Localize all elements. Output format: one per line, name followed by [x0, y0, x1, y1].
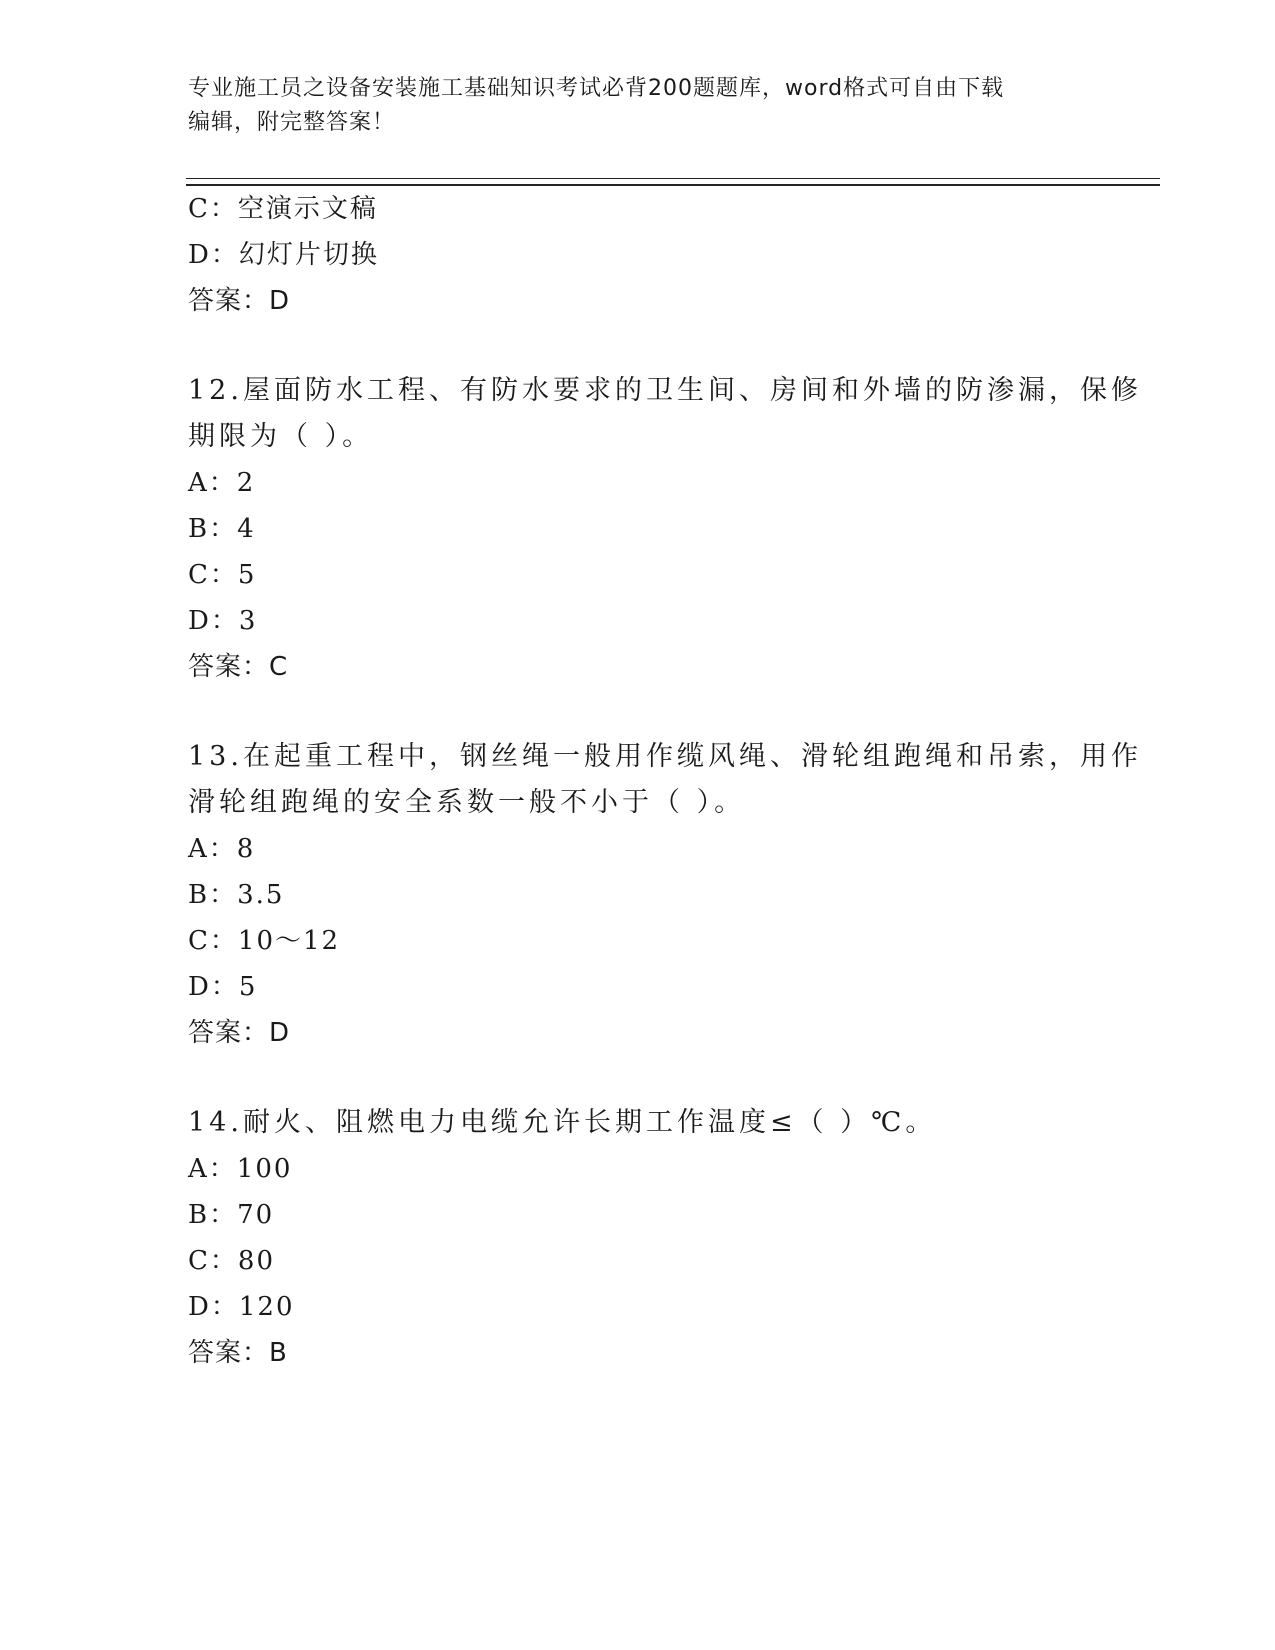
option-c: C：80 [188, 1246, 275, 1276]
question-13-text-line2: 滑轮组跑绳的安全系数一般不小于（ ）。 [188, 787, 746, 818]
document-header [188, 72, 1088, 140]
answer-line: 答案：C [188, 652, 289, 682]
option-c: C：5 [188, 560, 257, 590]
option-b: B：3.5 [188, 880, 285, 910]
option-b: B：4 [188, 514, 256, 544]
header-divider [186, 178, 1160, 186]
option-d: D：120 [188, 1292, 295, 1322]
header-title-line2: 编辑，附完整答案！ [188, 110, 396, 135]
question-12-text-line2: 期限为（ ）。 [188, 421, 374, 452]
answer-line: 答案：D [188, 1018, 291, 1048]
option-d: D：幻灯片切换 [188, 240, 379, 270]
option-d: D：5 [188, 972, 258, 1002]
option-a: A：100 [188, 1154, 293, 1184]
answer-line: 答案：D [188, 286, 291, 316]
answer-line: 答案：B [188, 1338, 288, 1368]
question-14-text-line1: 14.耐火、阻燃电力电缆允许长期工作温度≤（ ）℃。 [188, 1107, 937, 1138]
option-c: C：空演示文稿 [188, 194, 378, 224]
option-a: A：8 [188, 834, 256, 864]
option-a: A：2 [188, 468, 256, 498]
question-13-text-line1: 13.在起重工程中，钢丝绳一般用作缆风绳、滑轮组跑绳和吊索，用作 [188, 741, 1142, 772]
option-c: C：10～12 [188, 926, 341, 956]
header-title-line1: 专业施工员之设备安装施工基础知识考试必背200题题库，word格式可自由下载 [188, 76, 1005, 101]
question-12-text-line1: 12.屋面防水工程、有防水要求的卫生间、房间和外墙的防渗漏，保修 [188, 375, 1142, 406]
option-b: B：70 [188, 1200, 275, 1230]
option-d: D：3 [188, 606, 258, 636]
question-list [188, 186, 1142, 1376]
